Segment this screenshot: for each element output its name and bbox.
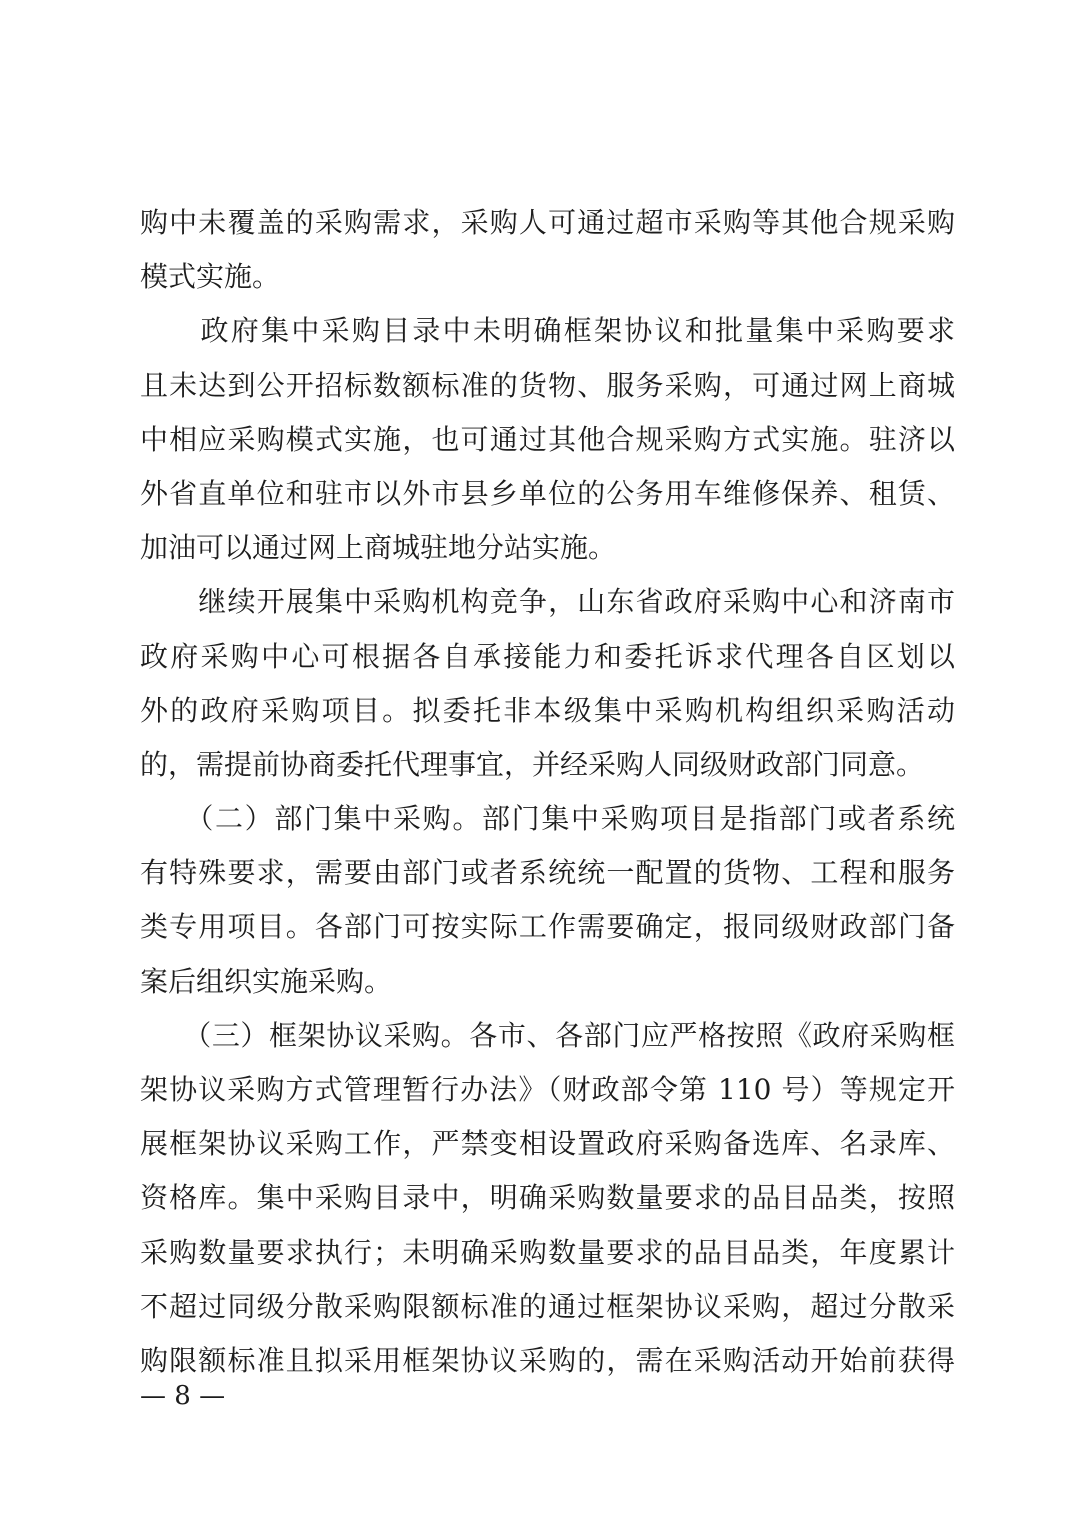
text-line: 且未达到公开招标数额标准的货物、服务采购，可通过网上商城 [140,368,955,402]
text-line: 的，需提前协商委托代理事宜，并经采购人同级财政部门同意。 [140,747,925,781]
text-line: 架协议采购方式管理暂行办法》（财政部令第 110 号）等规定开 [140,1073,955,1106]
text-line: （三）框架协议采购。各市、各部门应严格按照《政府采购框 [140,1018,955,1052]
text-line: 购限额标准且拟采用框架协议采购的，需在采购活动开始前获得 [140,1343,955,1377]
text-line: 模式实施。 [140,260,281,294]
text-line: 采购数量要求执行；未明确采购数量要求的品目品类，年度累计 [140,1235,955,1269]
text-line: 购中未覆盖的采购需求，采购人可通过超市采购等其他合规采购 [140,206,955,239]
text-line: 外的政府采购项目。拟委托非本级集中采购机构组织采购活动 [140,693,955,727]
text-line: 中相应采购模式实施，也可通过其他合规采购方式实施。驻济以 [140,422,955,456]
document-body [140,196,955,1388]
text-line: 政府集中采购目录中未明确框架协议和批量集中采购要求 [140,314,955,348]
text-line: 外省直单位和驻市以外市县乡单位的公务用车维修保养、租赁、 [140,476,955,510]
text-line: 类专用项目。各部门可按实际工作需要确定，报同级财政部门备 [140,910,955,944]
text-line: 案后组织实施采购。 [140,964,393,998]
text-line: 政府采购中心可根据各自承接能力和委托诉求代理各自区划以 [140,639,955,673]
text-line: （二）部门集中采购。部门集中采购项目是指部门或者系统 [140,802,955,836]
text-line: 继续开展集中采购机构竞争，山东省政府采购中心和济南市 [140,585,955,619]
text-line: 不超过同级分散采购限额标准的通过框架协议采购，超过分散采 [140,1289,955,1323]
page-number: — 8 — [140,1381,226,1411]
text-line: 展框架协议采购工作，严禁变相设置政府采购备选库、名录库、 [140,1127,955,1161]
text-line: 有特殊要求，需要由部门或者系统统一配置的货物、工程和服务 [140,856,955,890]
text-line: 加油可以通过网上商城驻地分站实施。 [140,531,617,565]
text-line: 资格库。集中采购目录中，明确采购数量要求的品目品类，按照 [140,1181,955,1215]
